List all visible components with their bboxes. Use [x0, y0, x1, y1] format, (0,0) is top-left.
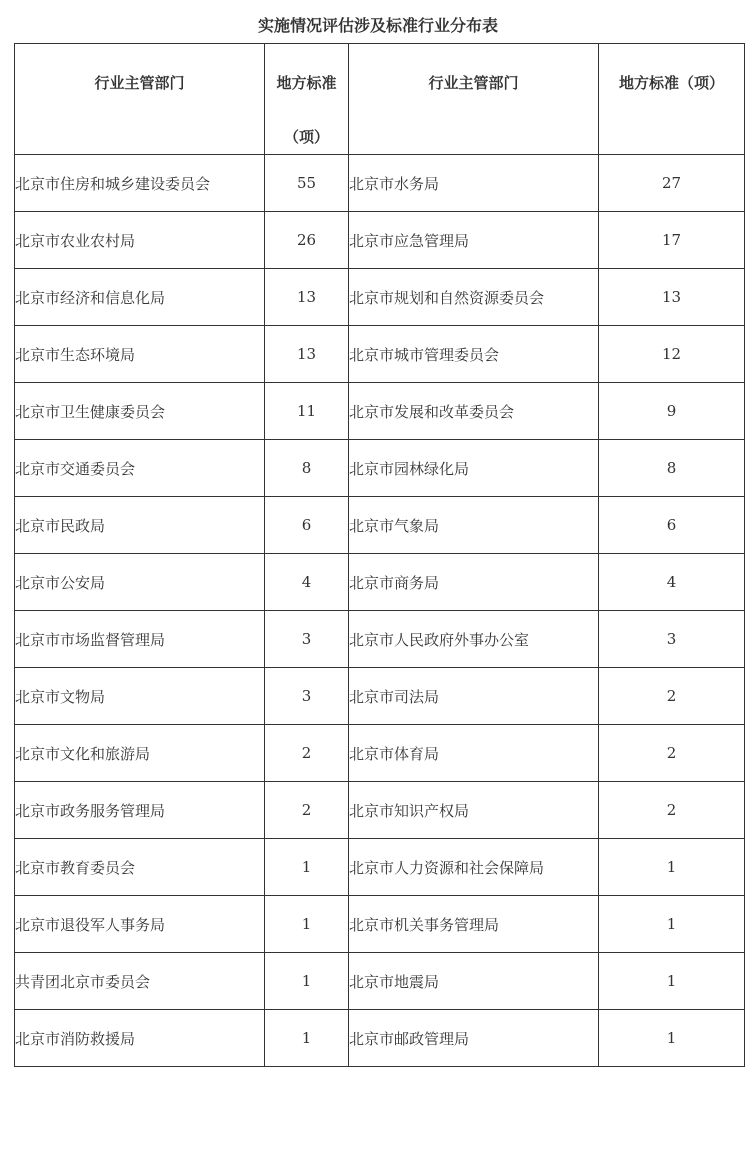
table-row	[15, 782, 745, 839]
table-row	[15, 611, 745, 668]
header-count-left-unit: （项）	[283, 128, 329, 146]
left-count-cell: 1	[265, 839, 349, 896]
left-dept-cell: 北京市公安局	[15, 554, 265, 611]
left-count-cell: 3	[265, 611, 349, 668]
right-dept-cell: 北京市地震局	[349, 953, 599, 1010]
right-count-cell: 17	[599, 212, 745, 269]
right-count-cell: 9	[599, 383, 745, 440]
right-count-cell: 1	[599, 896, 745, 953]
right-dept-cell: 北京市气象局	[349, 497, 599, 554]
right-count-cell: 13	[599, 269, 745, 326]
right-dept-cell: 北京市人力资源和社会保障局	[349, 839, 599, 896]
left-dept-cell: 北京市农业农村局	[15, 212, 265, 269]
table-row	[15, 326, 745, 383]
table-row	[15, 269, 745, 326]
header-dept-right-label: 行业主管部门	[428, 74, 519, 92]
right-count-cell: 27	[599, 155, 745, 212]
right-dept-cell: 北京市城市管理委员会	[349, 326, 599, 383]
right-dept-cell: 北京市商务局	[349, 554, 599, 611]
table-row	[15, 896, 745, 953]
left-dept-cell: 北京市退役军人事务局	[15, 896, 265, 953]
left-dept-cell: 北京市政务服务管理局	[15, 782, 265, 839]
right-dept-cell: 北京市司法局	[349, 668, 599, 725]
left-count-cell: 2	[265, 725, 349, 782]
left-dept-cell: 北京市文物局	[15, 668, 265, 725]
right-dept-cell: 北京市发展和改革委员会	[349, 383, 599, 440]
left-count-cell: 4	[265, 554, 349, 611]
left-count-cell: 2	[265, 782, 349, 839]
header-count-right	[599, 44, 745, 155]
left-dept-cell: 北京市住房和城乡建设委员会	[15, 155, 265, 212]
table-row	[15, 440, 745, 497]
right-count-cell: 1	[599, 839, 745, 896]
left-dept-cell: 北京市卫生健康委员会	[15, 383, 265, 440]
left-count-cell: 3	[265, 668, 349, 725]
left-count-cell: 26	[265, 212, 349, 269]
left-dept-cell: 北京市民政局	[15, 497, 265, 554]
table-row	[15, 212, 745, 269]
right-dept-cell: 北京市园林绿化局	[349, 440, 599, 497]
left-dept-cell: 共青团北京市委员会	[15, 953, 265, 1010]
left-count-cell: 55	[265, 155, 349, 212]
table-header-row	[15, 44, 745, 155]
table-row	[15, 725, 745, 782]
right-count-cell: 6	[599, 497, 745, 554]
right-dept-cell: 北京市应急管理局	[349, 212, 599, 269]
left-count-cell: 1	[265, 896, 349, 953]
table-body	[15, 155, 745, 1067]
header-count-right-label: 地方标准（项）	[618, 74, 724, 92]
table-row	[15, 383, 745, 440]
left-count-cell: 11	[265, 383, 349, 440]
header-dept-left	[15, 44, 265, 155]
table-row	[15, 554, 745, 611]
right-dept-cell: 北京市人民政府外事办公室	[349, 611, 599, 668]
right-count-cell: 8	[599, 440, 745, 497]
table-row	[15, 1010, 745, 1067]
right-dept-cell: 北京市水务局	[349, 155, 599, 212]
right-dept-cell: 北京市机关事务管理局	[349, 896, 599, 953]
left-count-cell: 1	[265, 1010, 349, 1067]
left-dept-cell: 北京市文化和旅游局	[15, 725, 265, 782]
right-dept-cell: 北京市知识产权局	[349, 782, 599, 839]
header-dept-left-label: 行业主管部门	[94, 74, 185, 92]
left-count-cell: 6	[265, 497, 349, 554]
right-count-cell: 1	[599, 1010, 745, 1067]
left-dept-cell: 北京市交通委员会	[15, 440, 265, 497]
left-dept-cell: 北京市市场监督管理局	[15, 611, 265, 668]
left-count-cell: 13	[265, 326, 349, 383]
table-row	[15, 839, 745, 896]
right-count-cell: 2	[599, 725, 745, 782]
left-dept-cell: 北京市生态环境局	[15, 326, 265, 383]
left-count-cell: 13	[265, 269, 349, 326]
left-dept-cell: 北京市经济和信息化局	[15, 269, 265, 326]
table-row	[15, 497, 745, 554]
table-row	[15, 155, 745, 212]
header-count-left-label: 地方标准	[276, 74, 337, 92]
header-dept-right	[349, 44, 599, 155]
left-count-cell: 1	[265, 953, 349, 1010]
table-row	[15, 668, 745, 725]
right-count-cell: 2	[599, 782, 745, 839]
left-count-cell: 8	[265, 440, 349, 497]
right-count-cell: 3	[599, 611, 745, 668]
right-count-cell: 1	[599, 953, 745, 1010]
right-dept-cell: 北京市体育局	[349, 725, 599, 782]
left-dept-cell: 北京市教育委员会	[15, 839, 265, 896]
right-count-cell: 4	[599, 554, 745, 611]
right-count-cell: 12	[599, 326, 745, 383]
industry-distribution-table	[14, 43, 745, 1067]
left-dept-cell: 北京市消防救援局	[15, 1010, 265, 1067]
header-count-left	[265, 44, 349, 155]
right-dept-cell: 北京市规划和自然资源委员会	[349, 269, 599, 326]
right-dept-cell: 北京市邮政管理局	[349, 1010, 599, 1067]
page-title: 实施情况评估涉及标准行业分布表	[257, 16, 498, 35]
table-row	[15, 953, 745, 1010]
right-count-cell: 2	[599, 668, 745, 725]
